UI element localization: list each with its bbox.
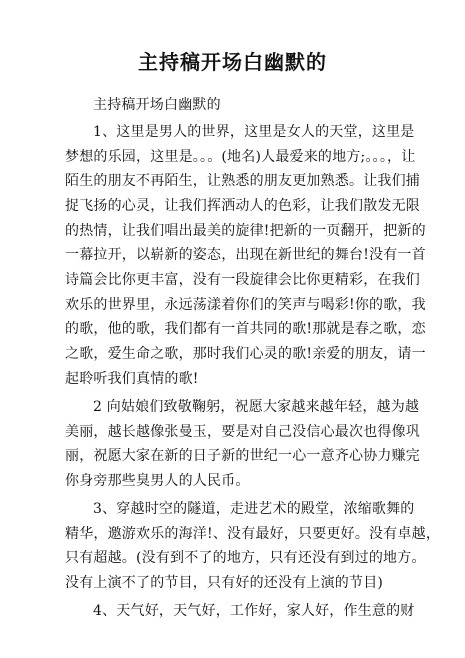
paragraph-line: 的热情，让我们唱出最美的旋律!把新的一页翻开，把新的 bbox=[65, 223, 426, 239]
document-title: 主持稿开场白幽默的 bbox=[138, 50, 327, 74]
paragraph-line: 精华，邀游欢乐的海洋!、没有最好，只要更好。没有卓越， bbox=[65, 526, 441, 542]
paragraph-line: 之歌，爱生命之歌，那时我们心灵的歌!亲爱的朋友，请一 bbox=[65, 346, 426, 362]
paragraph-line: 没有上演不了的节目，只有好的还没有上演的节目) bbox=[65, 575, 384, 591]
paragraph-line: 一幕拉开，以崭新的姿态，出现在新世纪的舞台!没有一首 bbox=[65, 247, 426, 263]
paragraph-line: 美丽，越长越像张曼玉，要是对自己没信心最次也得像巩 bbox=[65, 424, 420, 440]
paragraph-line: 的歌，他的歌，我们都有一首共同的歌!那就是春之歌，恋 bbox=[65, 321, 426, 337]
paragraph-line: 你身旁那些臭男人的人民币。 bbox=[65, 473, 250, 489]
paragraph-line: 诗篇会比你更丰富，没有一段旋律会比你更精彩，在我们 bbox=[65, 272, 420, 288]
subtitle-line: 主持稿开场白幽默的 bbox=[93, 97, 221, 113]
paragraph-line: 陌生的朋友不再陌生，让熟悉的朋友更加熟悉。让我们捕 bbox=[65, 173, 420, 189]
paragraph-line: 梦想的乐园，这里是。。。(地名)人最爱来的地方;。。。，让 bbox=[65, 149, 416, 165]
paragraph-line: 捉飞扬的心灵，让我们挥洒动人的色彩，让我们散发无限 bbox=[65, 198, 420, 214]
paragraph-line: 1、这里是男人的世界，这里是女人的天堂，这里是 bbox=[93, 124, 415, 140]
paragraph-line: 起聆听我们真情的歌! bbox=[65, 371, 199, 387]
paragraph-line: 欢乐的世界里，永远荡漾着你们的笑声与喝彩!你的歌，我 bbox=[65, 297, 426, 313]
paragraph-line: 只有超越。(没有到不了的地方，只有还没有到过的地方。 bbox=[65, 550, 426, 566]
paragraph-line: 2 向姑娘们致敬鞠躬，祝愿大家越来越年轻，越为越 bbox=[93, 399, 420, 415]
paragraph-line: 3、穿越时空的隧道，走进艺术的殿堂，浓缩歌舞的 bbox=[93, 501, 415, 517]
paragraph-line: 丽，祝愿大家在新的日子新的世纪一心一意齐心协力赚完 bbox=[65, 448, 420, 464]
paragraph-line: 4、天气好，天气好，工作好，家人好，作生意的财 bbox=[93, 603, 415, 619]
